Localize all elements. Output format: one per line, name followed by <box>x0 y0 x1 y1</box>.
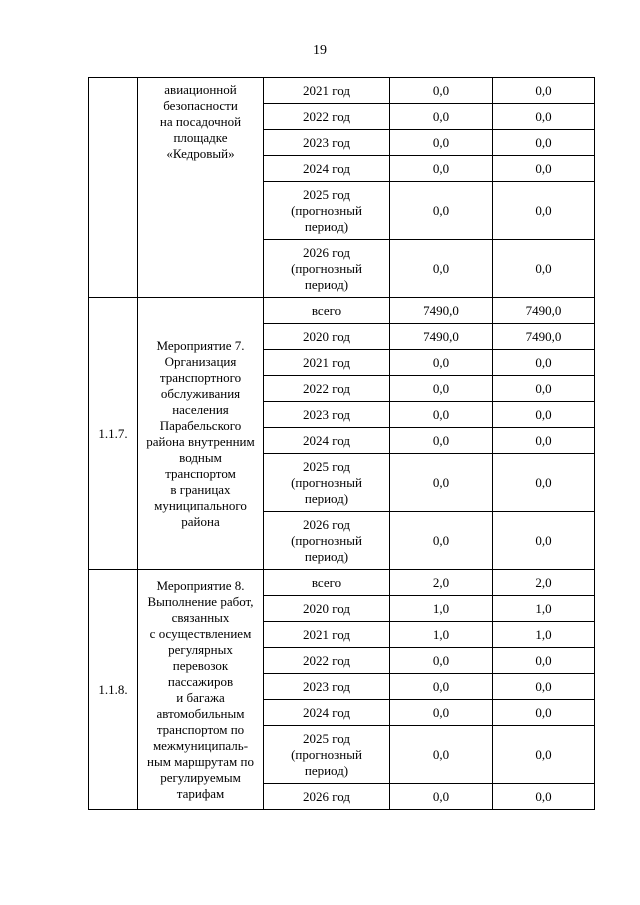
item-number <box>89 78 138 298</box>
period-line: 2021 год <box>303 82 350 98</box>
period-line: 2023 год <box>303 406 350 422</box>
value-cell-2: 7490,0 <box>493 324 595 350</box>
item-name-line: автомобильным <box>156 705 245 721</box>
value-cell-2: 7490,0 <box>493 298 595 324</box>
value-cell-2: 0,0 <box>493 240 595 298</box>
value-cell-1: 7490,0 <box>390 298 493 324</box>
period-cell <box>264 182 390 240</box>
table-row <box>89 570 595 596</box>
period-line: 2024 год <box>303 160 350 176</box>
period-line: 2021 год <box>303 354 350 370</box>
value-cell-2: 1,0 <box>493 596 595 622</box>
value-cell-2: 0,0 <box>493 402 595 428</box>
value-cell-2: 0,0 <box>493 156 595 182</box>
value-cell-2: 2,0 <box>493 570 595 596</box>
item-number: 1.1.7. <box>89 298 138 570</box>
item-name-line: пассажиров <box>167 673 234 689</box>
value-cell-2: 0,0 <box>493 512 595 570</box>
period-line: период) <box>304 548 349 564</box>
value-cell-2: 0,0 <box>493 376 595 402</box>
period-line: 2022 год <box>303 380 350 396</box>
period-line: период) <box>304 218 349 234</box>
item-name-line: перевозок <box>172 657 229 673</box>
item-number: 1.1.8. <box>89 570 138 810</box>
period-line: 2020 год <box>303 328 350 344</box>
item-name-line: ным маршрутам по <box>147 753 254 769</box>
value-cell-1: 0,0 <box>390 674 493 700</box>
period-line: 2023 год <box>303 134 350 150</box>
period-line: всего <box>311 574 342 590</box>
period-line: период) <box>304 762 349 778</box>
value-cell-2: 0,0 <box>493 428 595 454</box>
value-cell-1: 0,0 <box>390 512 493 570</box>
item-name-line: района внутренним <box>146 433 255 449</box>
item-name-line: связанных <box>171 609 230 625</box>
period-cell <box>264 156 390 182</box>
period-line: 2022 год <box>303 108 350 124</box>
value-cell-2: 0,0 <box>493 78 595 104</box>
item-name-line: «Кедровый» <box>166 146 235 161</box>
value-cell-1: 0,0 <box>390 726 493 784</box>
period-cell <box>264 648 390 674</box>
value-cell-1: 0,0 <box>390 104 493 130</box>
item-name-line: Организация <box>164 353 237 369</box>
value-cell-2: 0,0 <box>493 700 595 726</box>
item-name-line: транспортного <box>159 369 242 385</box>
value-cell-2: 0,0 <box>493 104 595 130</box>
period-line: 2026 год <box>303 244 350 260</box>
period-cell <box>264 402 390 428</box>
period-line: 2025 год <box>303 730 350 746</box>
value-cell-1: 0,0 <box>390 454 493 512</box>
page-number: 19 <box>313 43 327 58</box>
period-line: 2021 год <box>303 626 350 642</box>
item-name-line: с осуществлением <box>149 625 252 641</box>
value-cell-2: 0,0 <box>493 648 595 674</box>
item-name-line: Выполнение работ, <box>147 593 254 609</box>
value-cell-2: 1,0 <box>493 622 595 648</box>
budget-table <box>88 77 595 810</box>
value-cell-2: 0,0 <box>493 182 595 240</box>
item-name <box>138 570 264 810</box>
value-cell-2: 0,0 <box>493 674 595 700</box>
table-row <box>89 78 595 104</box>
item-name-line: регулируемым <box>160 769 241 785</box>
item-name <box>138 78 264 298</box>
value-cell-1: 1,0 <box>390 622 493 648</box>
period-line: (прогнозный <box>291 202 362 218</box>
value-cell-2: 0,0 <box>493 350 595 376</box>
value-cell-1: 0,0 <box>390 428 493 454</box>
item-name-line: тарифам <box>176 785 225 801</box>
period-cell <box>264 130 390 156</box>
item-name-line: муниципального <box>154 497 247 513</box>
value-cell-1: 0,0 <box>390 402 493 428</box>
item-name-line: на посадочной <box>159 114 242 129</box>
item-name-line: обслуживания <box>160 385 241 401</box>
period-line: период) <box>304 276 349 292</box>
period-line: (прогнозный <box>291 260 362 276</box>
value-cell-2: 0,0 <box>493 784 595 810</box>
table-body <box>89 78 595 810</box>
item-name <box>138 298 264 570</box>
value-cell-1: 0,0 <box>390 182 493 240</box>
value-cell-1: 0,0 <box>390 376 493 402</box>
period-line: период) <box>304 490 349 506</box>
item-name-line: района <box>181 513 220 529</box>
period-line: (прогнозный <box>291 532 362 548</box>
period-cell <box>264 454 390 512</box>
period-cell <box>264 78 390 104</box>
value-cell-1: 0,0 <box>390 350 493 376</box>
value-cell-1: 1,0 <box>390 596 493 622</box>
period-cell <box>264 298 390 324</box>
period-line: (прогнозный <box>291 746 362 762</box>
value-cell-1: 0,0 <box>390 78 493 104</box>
value-cell-1: 0,0 <box>390 784 493 810</box>
period-line: 2024 год <box>303 432 350 448</box>
item-name-line: и багажа <box>176 689 225 705</box>
item-name-line: авиационной <box>164 82 237 97</box>
value-cell-2: 0,0 <box>493 454 595 512</box>
period-line: 2026 год <box>303 788 350 804</box>
item-name-line: в границах <box>170 481 231 497</box>
item-name-line: Мероприятие 7. <box>156 337 245 353</box>
period-line: 2024 год <box>303 704 350 720</box>
period-line: 2022 год <box>303 652 350 668</box>
value-cell-2: 0,0 <box>493 726 595 784</box>
item-name-line: транспортом <box>165 465 236 481</box>
period-cell <box>264 428 390 454</box>
period-cell <box>264 512 390 570</box>
value-cell-1: 0,0 <box>390 156 493 182</box>
item-name-line: водным <box>179 449 222 465</box>
period-line: 2025 год <box>303 458 350 474</box>
period-cell <box>264 700 390 726</box>
period-cell <box>264 674 390 700</box>
period-cell <box>264 240 390 298</box>
period-cell <box>264 104 390 130</box>
period-cell <box>264 570 390 596</box>
period-line: 2023 год <box>303 678 350 694</box>
value-cell-1: 0,0 <box>390 240 493 298</box>
period-cell <box>264 726 390 784</box>
period-line: 2020 год <box>303 600 350 616</box>
period-cell <box>264 596 390 622</box>
period-cell <box>264 350 390 376</box>
item-name-line: транспортом по <box>156 721 245 737</box>
value-cell-1: 0,0 <box>390 648 493 674</box>
value-cell-1: 0,0 <box>390 130 493 156</box>
value-cell-2: 0,0 <box>493 130 595 156</box>
period-cell <box>264 376 390 402</box>
period-cell <box>264 324 390 350</box>
item-name-line: регулярных <box>168 641 233 657</box>
period-line: (прогнозный <box>291 474 362 490</box>
period-line: 2026 год <box>303 516 350 532</box>
item-name-line: населения <box>172 401 229 417</box>
item-name-line: площадке <box>173 130 228 145</box>
period-cell <box>264 622 390 648</box>
period-line: всего <box>311 302 342 318</box>
table-row <box>89 298 595 324</box>
value-cell-1: 7490,0 <box>390 324 493 350</box>
item-name-line: безопасности <box>163 98 238 113</box>
item-name-line: Мероприятие 8. <box>156 577 245 593</box>
item-name-line: Парабельского <box>159 417 242 433</box>
period-cell <box>264 784 390 810</box>
item-name-line: межмуниципаль- <box>152 737 249 753</box>
value-cell-1: 0,0 <box>390 700 493 726</box>
period-line: 2025 год <box>303 186 350 202</box>
value-cell-1: 2,0 <box>390 570 493 596</box>
